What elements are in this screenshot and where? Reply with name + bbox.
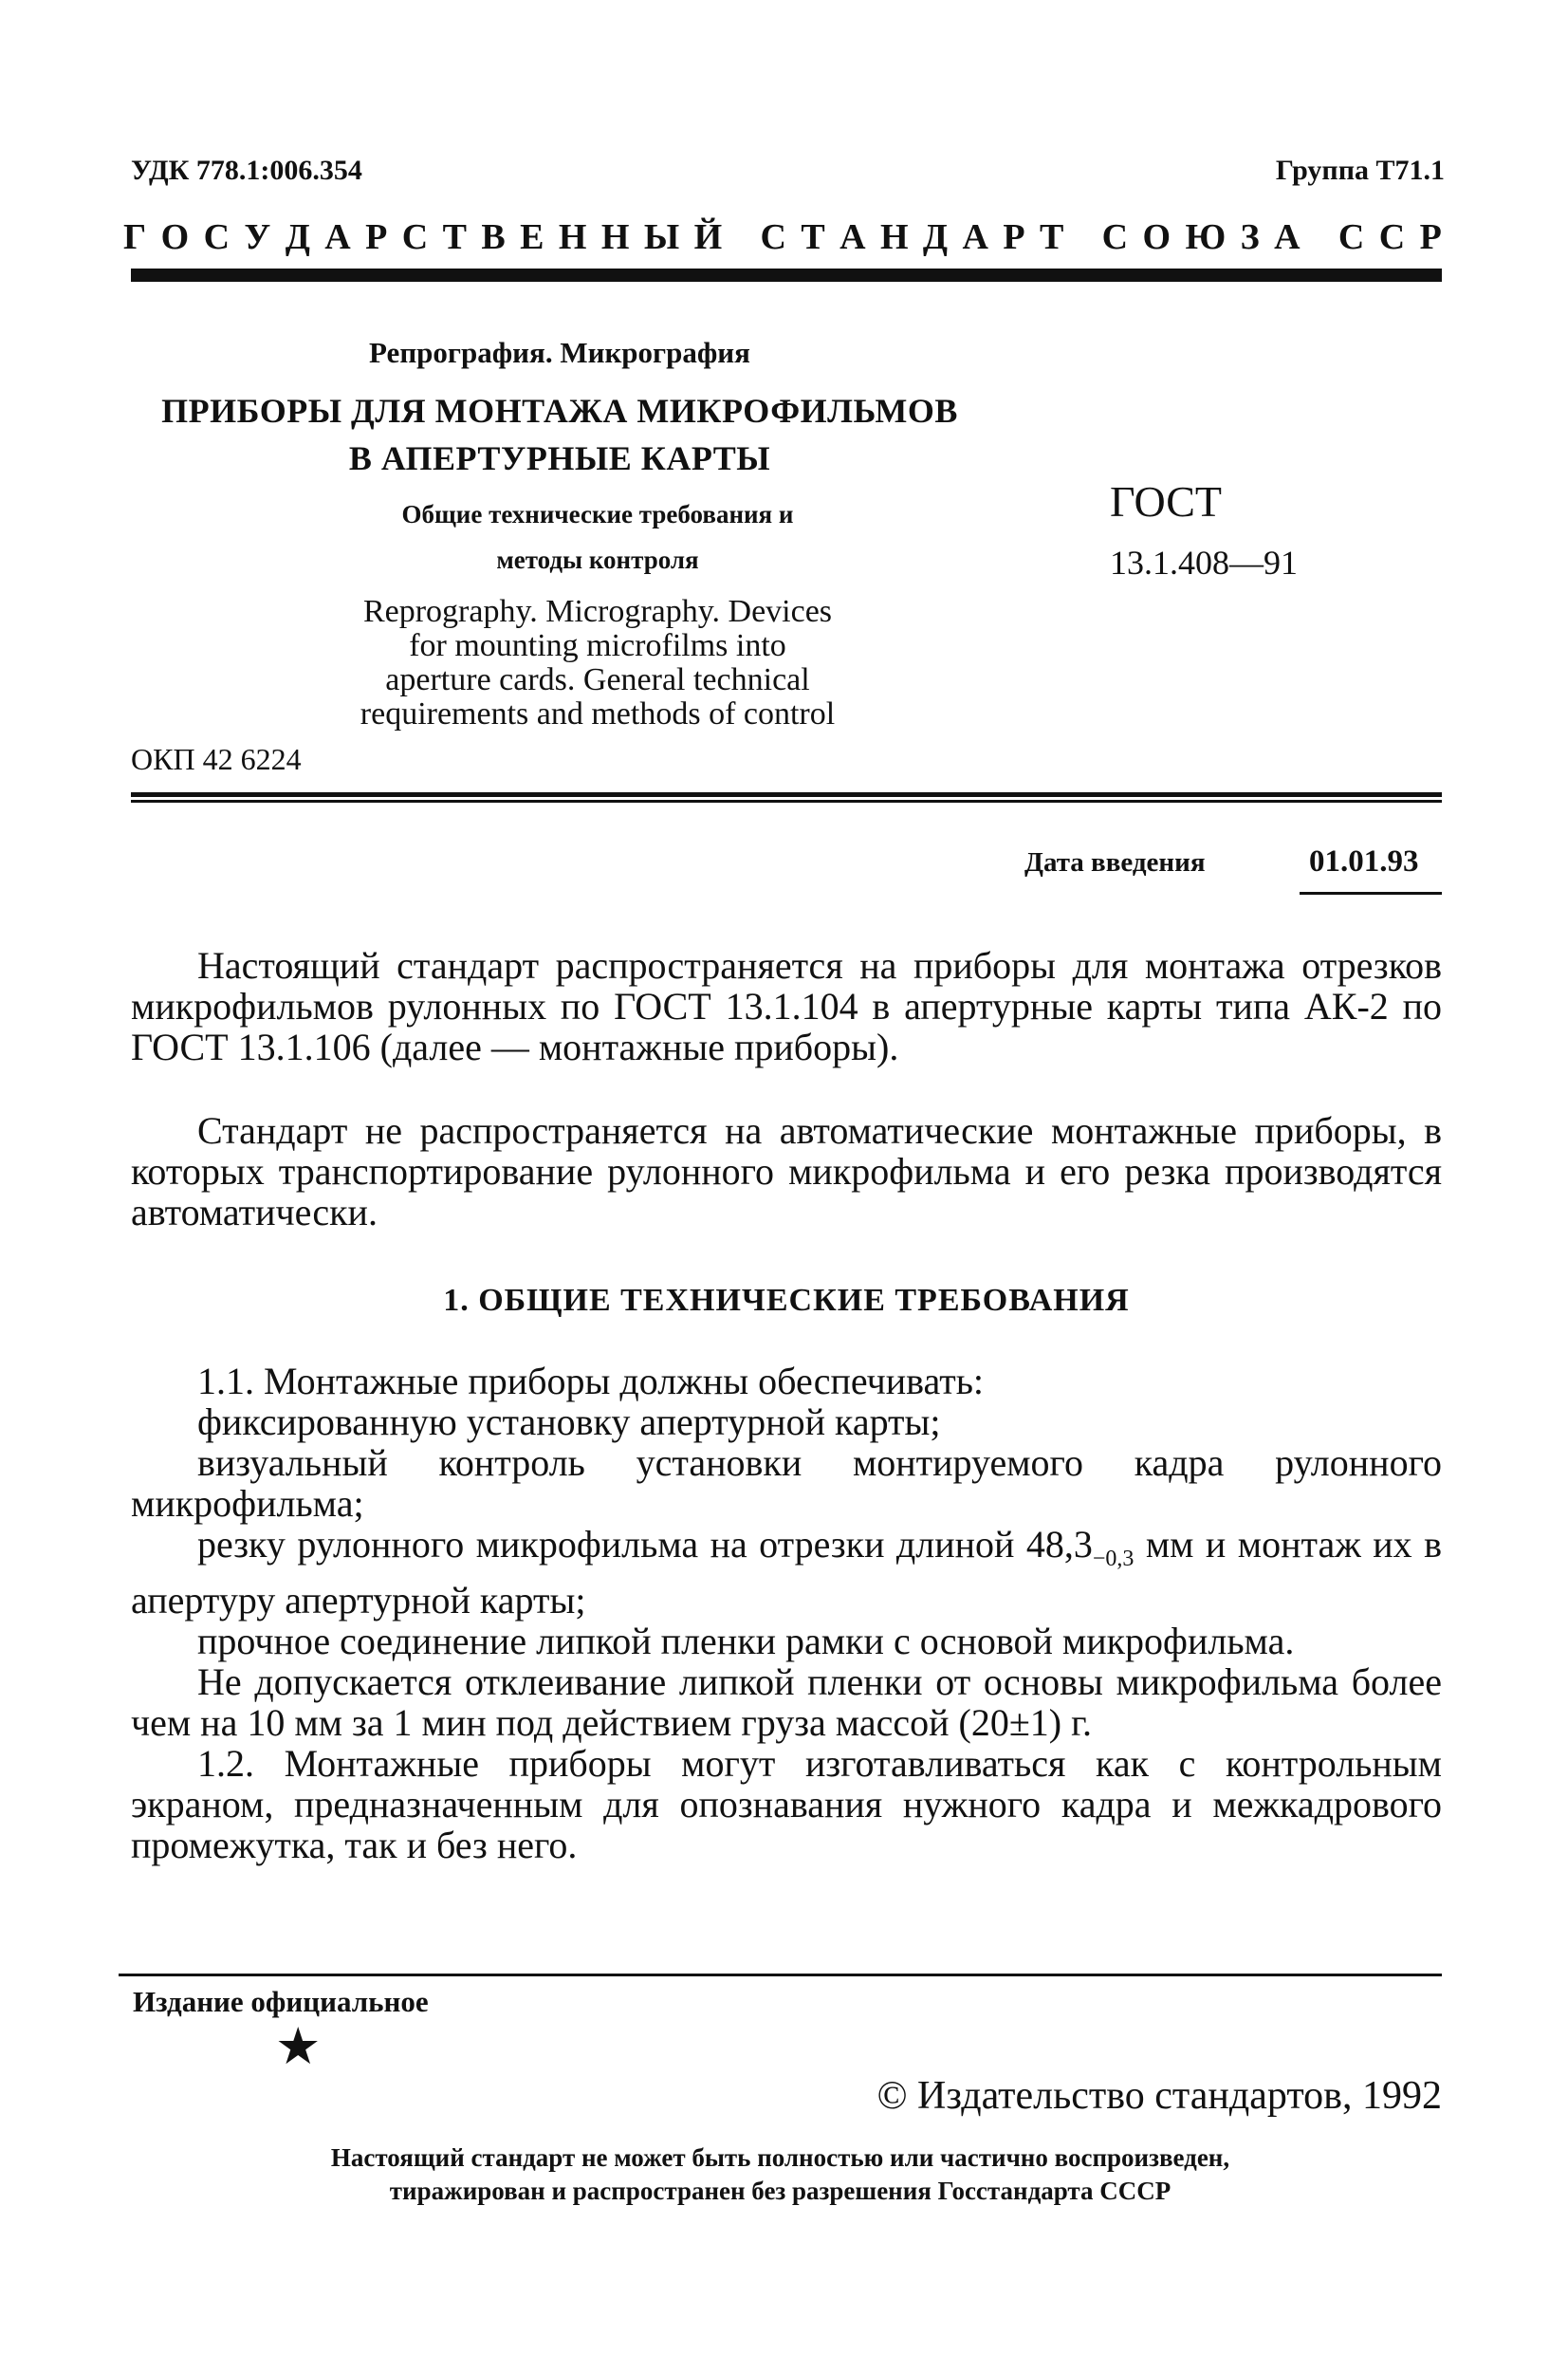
subtitle-line2: методы контроля (496, 546, 699, 574)
requirements-list (131, 1361, 1442, 1865)
requirement-peel: Не допускается отклеивание липкой пленки от основы микрофильма более чем на 10 мм за 1 мин под действием груза массой (20±1) г. (131, 1660, 1442, 1744)
state-title-letter: С (1337, 217, 1365, 257)
state-title-letter: У (244, 217, 271, 257)
cutting-tolerance: −0,3 (1092, 1547, 1134, 1571)
state-title-letter (1079, 216, 1088, 258)
requirement-1-1: 1.1. Монтажные приборы должны обеспечивать: (197, 1360, 985, 1402)
state-title-letter: А (324, 217, 351, 257)
state-title-letter: Н (600, 217, 630, 257)
state-standard-title (123, 216, 1442, 258)
requirement-visual-control: визуальный контроль установки монтируемого кадра рулонного микрофильма; (131, 1441, 1442, 1525)
state-title-letter: Т (801, 217, 825, 257)
state-title-letter: Н (558, 217, 587, 257)
group-code: Группа Т71.1 (1275, 155, 1445, 186)
standard-field: Репрография. Микрография (369, 336, 750, 369)
state-title-letter: А (962, 217, 988, 257)
header-thick-rule (131, 269, 1442, 282)
state-title-letter: С (1378, 217, 1406, 257)
english-title-line2: for mounting microfilms into (409, 628, 786, 663)
state-title-letter: Д (922, 217, 949, 257)
state-title-letter: С (203, 217, 231, 257)
requirement-1-2: 1.2. Монтажные приборы могут изготавливаться как с контрольным экраном, предназначенным для опознавания нужного кадра и межкадрового промежутка, так и без него. (131, 1742, 1442, 1866)
standard-title-line2: В АПЕРТУРНЫЕ КАРТЫ (348, 439, 771, 477)
scope-text: Настоящий стандарт распространяется на приборы для монтажа отрезков микрофильмов рулонных по ГОСТ 13.1.104 в апертурные карты типа АК-2 по ГОСТ 13.1.106 (далее — монтажные приборы). (131, 944, 1442, 1068)
notice-line1: Настоящий стандарт не может быть полностью или частично воспроизведен, (330, 2143, 1230, 2172)
udk-code: УДК 778.1:006.354 (131, 155, 362, 186)
english-title-line1: Reprography. Micrography. Devices (362, 594, 833, 629)
notice-line2: тиражирован и распространен без разрешения Госстандарта СССР (389, 2177, 1171, 2205)
state-title-letter: Т (442, 217, 467, 257)
standard-title-line1: ПРИБОРЫ ДЛЯ МОНТАЖА МИКРОФИЛЬМОВ (161, 392, 958, 430)
requirement-bonding: прочное соединение липкой пленки рамки с основой микрофильма. (197, 1620, 1295, 1662)
exclusion-paragraph (131, 1110, 1442, 1233)
cutting-text-end: мм и монтаж их в апертуру апертурной карты; (131, 1523, 1442, 1622)
title-rule-top (131, 792, 1442, 797)
okp-code: ОКП 42 6224 (131, 742, 302, 776)
state-title-letter: З (1240, 217, 1260, 257)
intro-date-label: Дата введения (1024, 847, 1206, 878)
state-title-letter: Т (1039, 217, 1064, 257)
english-title-line3: aperture cards. General technical (385, 662, 810, 697)
state-title-letter: С (1101, 217, 1129, 257)
state-title-letter: Д (285, 217, 310, 257)
scope-paragraph (131, 945, 1442, 1067)
state-title-letter: А (839, 217, 866, 257)
state-title-letter: О (160, 217, 190, 257)
state-title-letter: Ю (1185, 217, 1227, 257)
intro-date-value: 01.01.93 (1309, 844, 1419, 879)
state-title-letter: Г (123, 217, 147, 257)
english-title-line4: requirements and methods of control (360, 696, 836, 732)
state-title-letter: Р (1003, 217, 1025, 257)
state-title-letter: О (1142, 217, 1171, 257)
state-title-letter: Р (365, 217, 388, 257)
intro-date-underline (1300, 892, 1442, 895)
state-title-letter: С (401, 217, 429, 257)
footer-rule (119, 1974, 1442, 1976)
subtitle-line1: Общие технические требования и (401, 500, 794, 528)
gost-number: 13.1.408—91 (1110, 544, 1298, 582)
state-title-letter: А (1274, 217, 1301, 257)
cutting-text: резку рулонного микрофильма на отрезки длиной 48,3 (197, 1523, 1093, 1566)
state-title-letter: Р (1419, 217, 1442, 257)
state-title-letter: Н (879, 217, 909, 257)
state-title-letter: В (481, 217, 506, 257)
official-edition: Издание официальное (133, 1985, 429, 2018)
requirement-fixed-mount: фиксированную установку апертурной карты; (197, 1400, 941, 1443)
copyright: © Издательство стандартов, 1992 (876, 2074, 1442, 2118)
gost-label: ГОСТ (1110, 477, 1223, 526)
state-title-letter: Е (520, 217, 544, 257)
section-heading: 1. ОБЩИЕ ТЕХНИЧЕСКИЕ ТРЕБОВАНИЯ (443, 1283, 1130, 1318)
exclusion-text: Стандарт не распространяется на автоматические монтажные приборы, в которых транспортирование рулонного микрофильма и его резка производятся автоматически. (131, 1109, 1442, 1233)
state-title-letter: С (760, 217, 786, 257)
state-title-letter: Й (693, 217, 723, 257)
star-icon: ★ (275, 2018, 322, 2075)
state-title-letter: Ы (643, 217, 680, 257)
state-title-letter (1315, 216, 1324, 258)
state-title-letter (737, 216, 747, 258)
standard-subtitle (285, 491, 911, 583)
copyright-notice (119, 2141, 1442, 2208)
standard-title (142, 387, 977, 482)
english-title (275, 595, 920, 732)
title-rule-bottom (131, 800, 1442, 803)
requirement-cutting (131, 1524, 1442, 1621)
